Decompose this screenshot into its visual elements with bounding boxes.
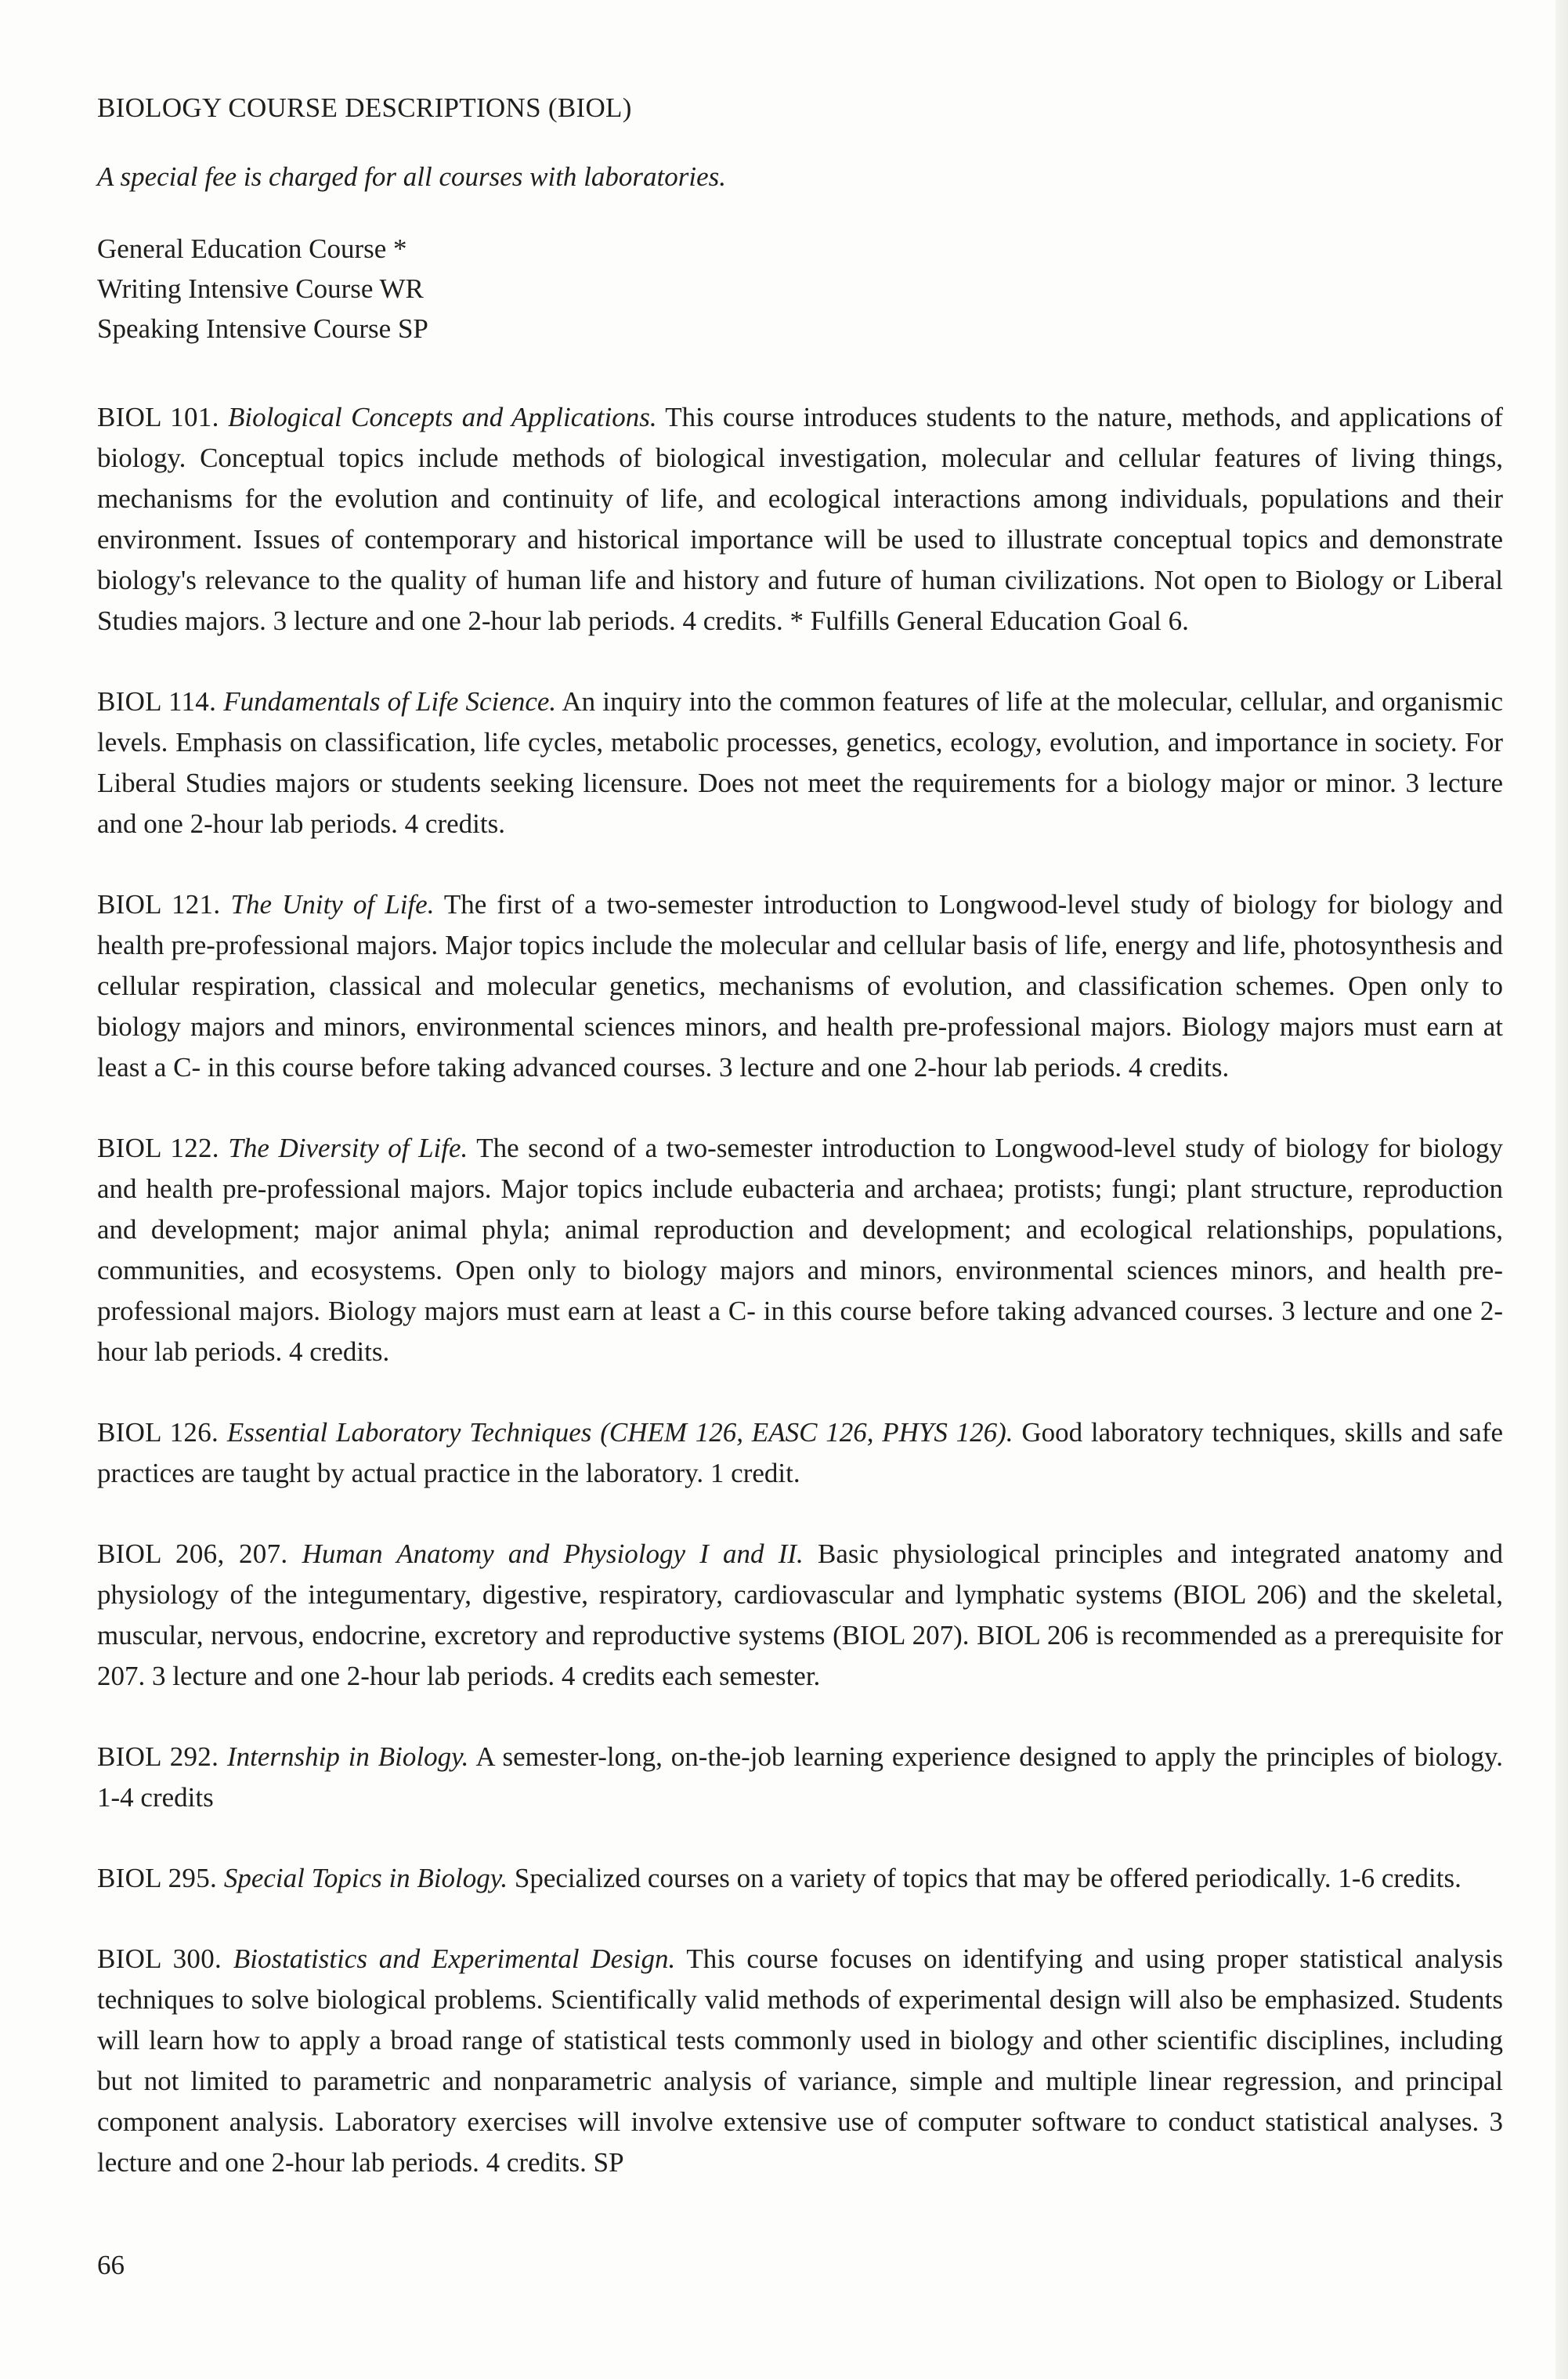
course-code: BIOL 295. xyxy=(97,1863,218,1893)
course-description: Good laboratory techniques, skills and safe practices are taught by actual practice in the laboratory. 1 credit. xyxy=(97,1417,1504,1488)
page-heading: BIOLOGY COURSE DESCRIPTIONS (BIOL) xyxy=(97,92,632,123)
page-number: 66 xyxy=(97,2250,125,2280)
course-title: The Diversity of Life. xyxy=(228,1133,468,1163)
course-description: A semester-long, on-the-job learning experience designed to apply the principles of biology. 1-4 credits xyxy=(97,1741,1503,1813)
course-entry-biol-295 xyxy=(97,1858,1503,1899)
course-code: BIOL 292. xyxy=(97,1741,219,1772)
course-code: BIOL 126. xyxy=(97,1417,219,1448)
page-content xyxy=(97,92,1503,2223)
course-entry-biol-300 xyxy=(97,1939,1503,2183)
course-title: Biostatistics and Experimental Design. xyxy=(233,1943,676,1974)
course-code: BIOL 121. xyxy=(97,889,221,920)
course-code: BIOL 300. xyxy=(97,1943,222,1974)
course-code: BIOL 101. xyxy=(97,402,219,432)
legend-general-education: General Education Course * xyxy=(97,233,407,264)
course-code: BIOL 206, 207. xyxy=(97,1538,288,1569)
course-title: Fundamentals of Life Science. xyxy=(223,686,557,717)
course-title: Essential Laboratory Techniques (CHEM 126, EASC 126, PHYS 126). xyxy=(226,1417,1013,1448)
course-title: Special Topics in Biology. xyxy=(223,1863,508,1893)
course-entry-biol-292 xyxy=(97,1737,1503,1818)
legend-writing-intensive: Writing Intensive Course WR xyxy=(97,273,424,304)
course-entry-biol-114 xyxy=(97,682,1503,844)
course-title: Internship in Biology. xyxy=(226,1741,469,1772)
page-edge-shadow xyxy=(1555,0,1568,2379)
course-entry-biol-126 xyxy=(97,1412,1503,1494)
course-description: This course introduces students to the nature, methods, and applications of biology. Conceptual topics include methods of biological investigation, molecular and cellular features of living things, mechanisms for the evolution and continuity of life, and ecological interactions among individuals, populations and their environment. Issues of contemporary and historical importance will be used to illustrate conceptual topics and demonstrate biology's relevance to the quality of human life and history and future of human civilizations. Not open to Biology or Liberal Studies majors. 3 lecture and one 2-hour lab periods. 4 credits. * Fulfills General Education Goal 6. xyxy=(97,402,1503,636)
course-code: BIOL 114. xyxy=(97,686,217,717)
course-title: Biological Concepts and Applications. xyxy=(227,402,657,432)
course-description: The second of a two-semester introduction to Longwood-level study of biology for biology and health pre-professional majors. Major topics include eubacteria and archaea; protists; fungi; plant structure, reproduction and development; major animal phyla; animal reproduction and development; and ecological relationships, populations, communities, and ecosystems. Open only to biology majors and minors, environmental sciences minors, and health pre-professional majors. Biology majors must earn at least a C- in this course before taking advanced courses. 3 lecture and one 2-hour lab periods. 4 credits. xyxy=(97,1133,1503,1367)
course-code: BIOL 122. xyxy=(97,1133,219,1163)
course-description: Specialized courses on a variety of topics that may be offered periodically. 1-6 credits. xyxy=(514,1863,1461,1893)
course-entry-biol-101 xyxy=(97,397,1503,642)
course-description: The first of a two-semester introduction to Longwood-level study of biology for biology and health pre-professional majors. Major topics include the molecular and cellular basis of life, energy and life, photosynthesis and cellular respiration, classical and molecular genetics, mechanisms of evolution, and classification schemes. Open only to biology majors and minors, environmental sciences minors, and health pre-professional majors. Biology majors must earn at least a C- in this course before taking advanced courses. 3 lecture and one 2-hour lab periods. 4 credits. xyxy=(97,889,1504,1083)
course-entry-biol-122 xyxy=(97,1128,1503,1372)
lab-fee-note: A special fee is charged for all courses with laboratories. xyxy=(97,161,727,192)
course-description: This course focuses on identifying and using proper statistical analysis techniques to solve biological problems. Scientifically valid methods of experimental design will also be emphasized. Students will learn how to apply a broad range of statistical tests commonly used in biology and other scientific disciplines, including but not limited to parametric and nonparametric analysis of variance, simple and multiple linear regression, and principal component analysis. Laboratory exercises will involve extensive use of computer software to conduct statistical analyses. 3 lecture and one 2-hour lab periods. 4 credits. SP xyxy=(97,1943,1504,2178)
course-description: Basic physiological principles and integrated anatomy and physiology of the integumentary, digestive, respiratory, cardiovascular and lymphatic systems (BIOL 206) and the skeletal, muscular, nervous, endocrine, excretory and reproductive systems (BIOL 207). BIOL 206 is recommended as a prerequisite for 207. 3 lecture and one 2-hour lab periods. 4 credits each semester. xyxy=(97,1538,1503,1691)
course-type-legend xyxy=(97,229,1503,349)
legend-speaking-intensive: Speaking Intensive Course SP xyxy=(97,313,428,344)
course-list xyxy=(97,397,1503,2183)
course-description: An inquiry into the common features of life at the molecular, cellular, and organismic levels. Emphasis on classification, life cycles, metabolic processes, genetics, ecology, evolution, and importance in society. For Liberal Studies majors or students seeking licensure. Does not meet the requirements for a biology major or minor. 3 lecture and one 2-hour lab periods. 4 credits. xyxy=(97,686,1504,839)
course-entry-biol-206-207 xyxy=(97,1534,1503,1697)
course-entry-biol-121 xyxy=(97,884,1503,1088)
course-title: The Unity of Life. xyxy=(230,889,435,920)
course-title: Human Anatomy and Physiology I and II. xyxy=(302,1538,804,1569)
